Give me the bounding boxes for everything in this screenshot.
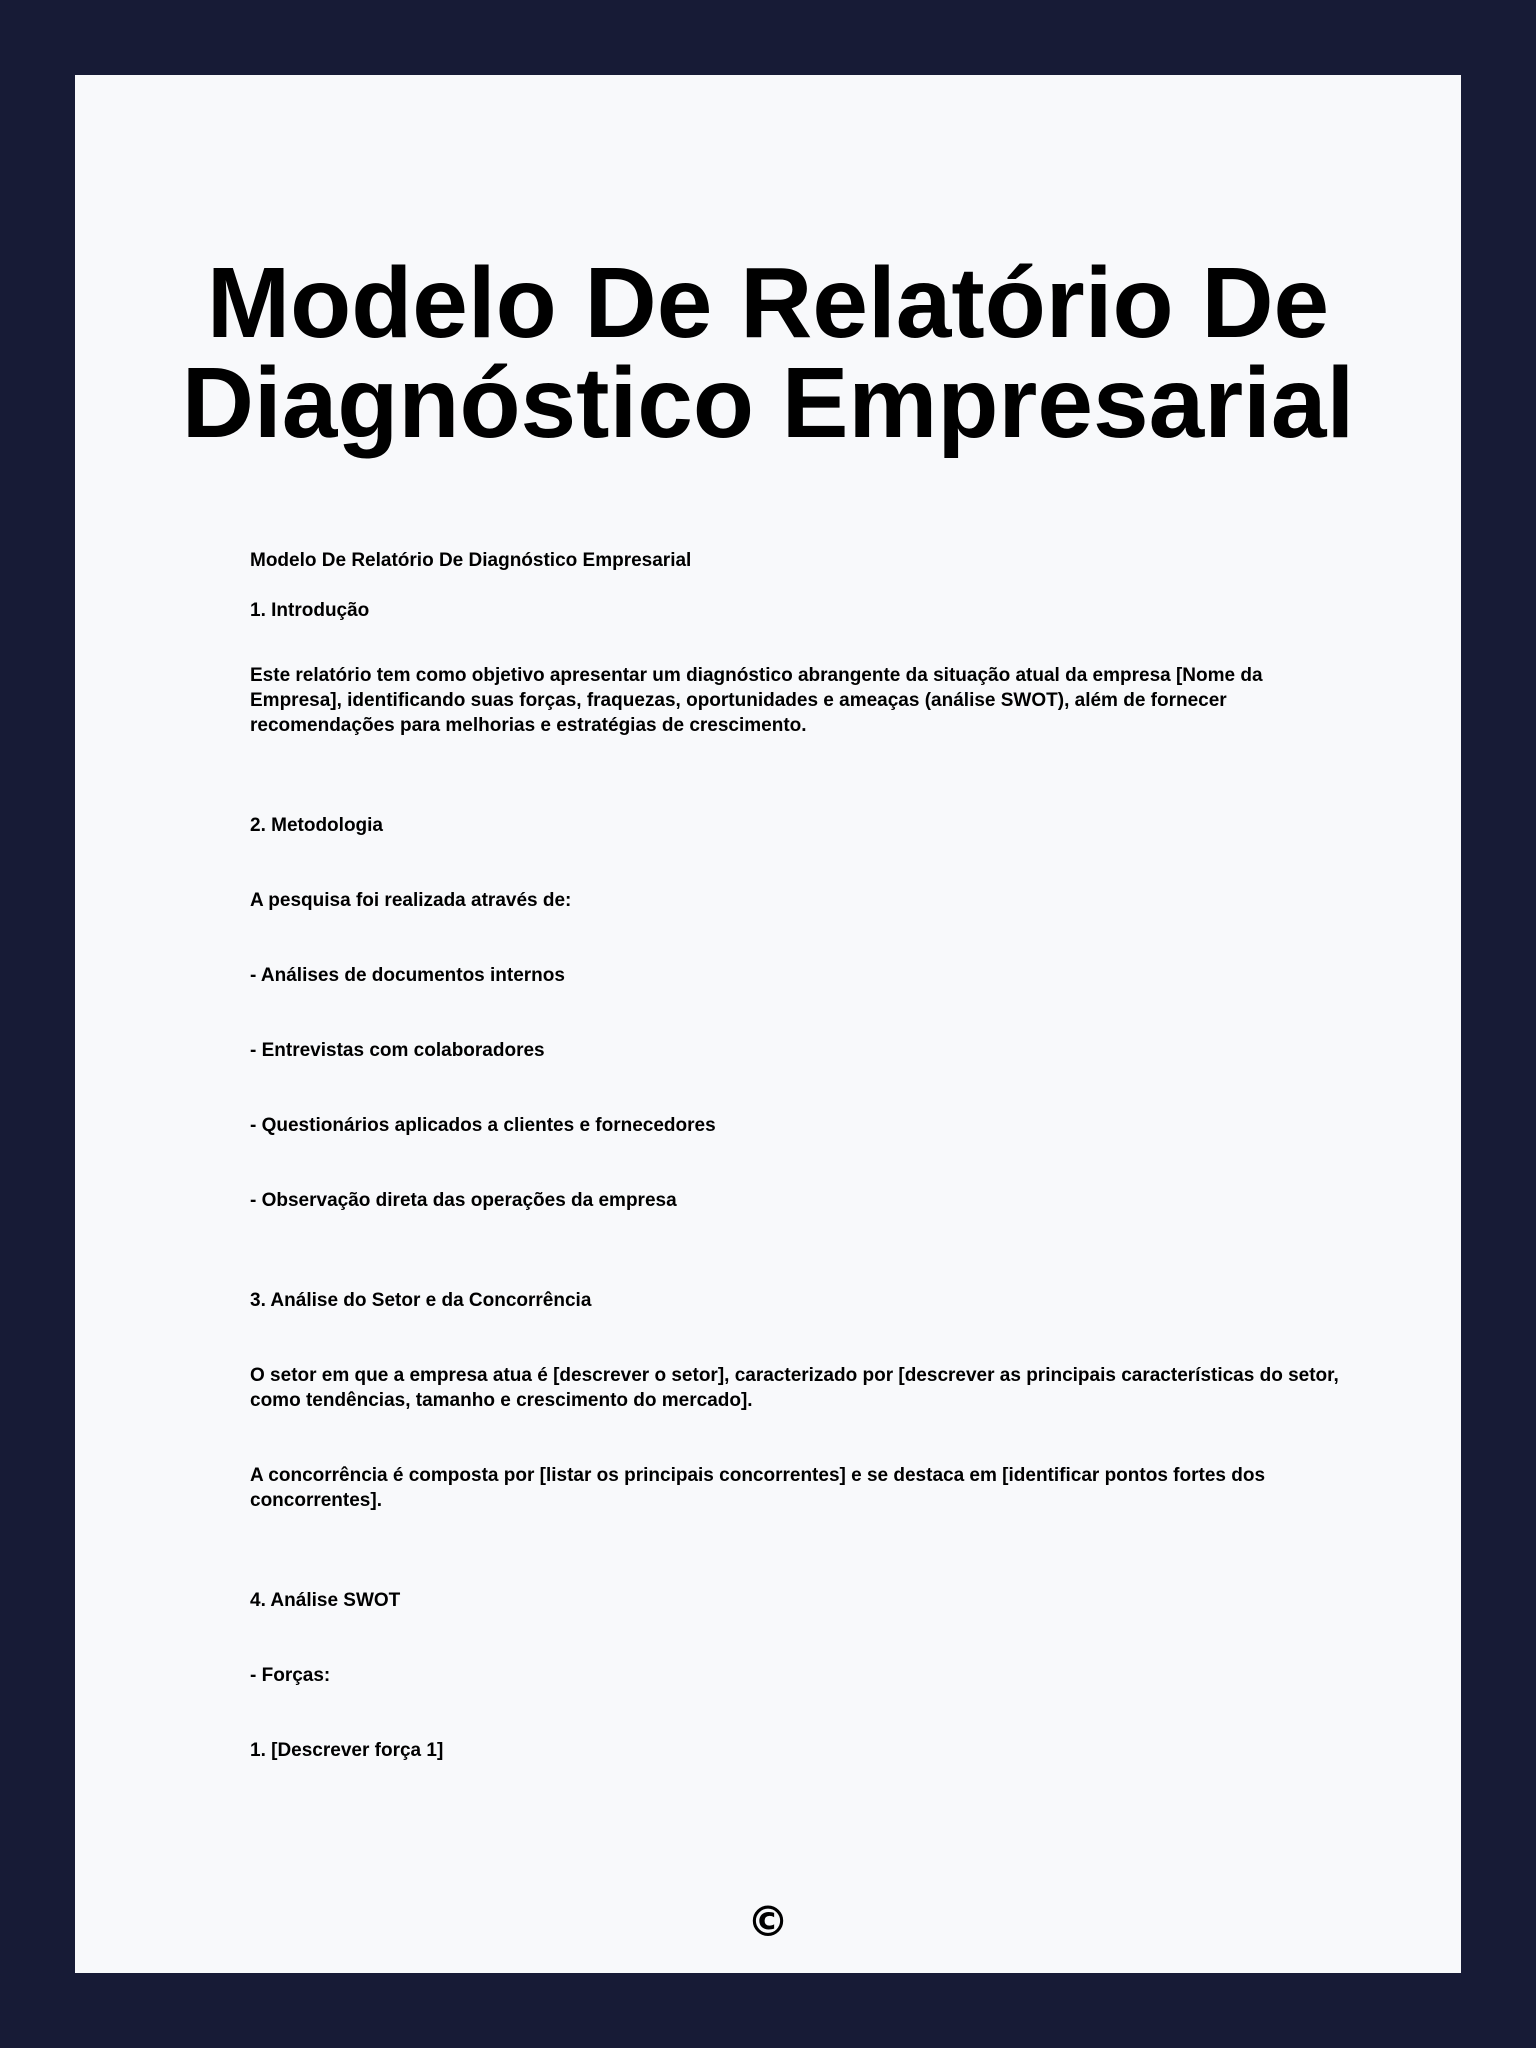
title-line-1: Modelo De Relatório De bbox=[206, 247, 1330, 359]
section-heading-sector-analysis: 3. Análise do Setor e da Concorrência bbox=[250, 1290, 592, 1311]
copyright-icon: © bbox=[747, 1897, 789, 1946]
document-title bbox=[75, 247, 1461, 459]
strength-item: 1. [Descrever força 1] bbox=[250, 1740, 444, 1761]
document-body bbox=[250, 548, 1350, 1763]
strengths-label: - Forças: bbox=[250, 1665, 331, 1686]
methodology-item: - Questionários aplicados a clientes e fornecedores bbox=[250, 1115, 716, 1136]
methodology-item: - Entrevistas com colaboradores bbox=[250, 1040, 545, 1061]
competition-paragraph: A concorrência é composta por [listar os principais concorrentes] e se destaca em [identificar pontos fortes dos concorrentes]. bbox=[250, 1465, 1266, 1511]
document-page bbox=[75, 75, 1461, 1973]
section-heading-methodology: 2. Metodologia bbox=[250, 815, 383, 836]
section-heading-introduction: 1. Introdução bbox=[250, 600, 370, 621]
methodology-item: - Observação direta das operações da empresa bbox=[250, 1190, 677, 1211]
introduction-paragraph: Este relatório tem como objetivo apresentar um diagnóstico abrangente da situação atual da empresa [Nome da Empresa], identificando suas forças, fraquezas, oportunidades e ameaças (análise SWOT), além de fornecer recomendações para melhorias e estratégias de crescimento. bbox=[250, 665, 1263, 736]
methodology-item: - Análises de documentos internos bbox=[250, 965, 565, 986]
title-line-2: Diagnóstico Empresarial bbox=[181, 347, 1355, 459]
section-heading-swot: 4. Análise SWOT bbox=[250, 1590, 401, 1611]
document-subtitle: Modelo De Relatório De Diagnóstico Empresarial bbox=[250, 550, 692, 571]
sector-paragraph: O setor em que a empresa atua é [descrever o setor], caracterizado por [descrever as principais características do setor, como tendências, tamanho e crescimento do mercado]. bbox=[250, 1365, 1339, 1411]
methodology-intro: A pesquisa foi realizada através de: bbox=[250, 890, 572, 911]
